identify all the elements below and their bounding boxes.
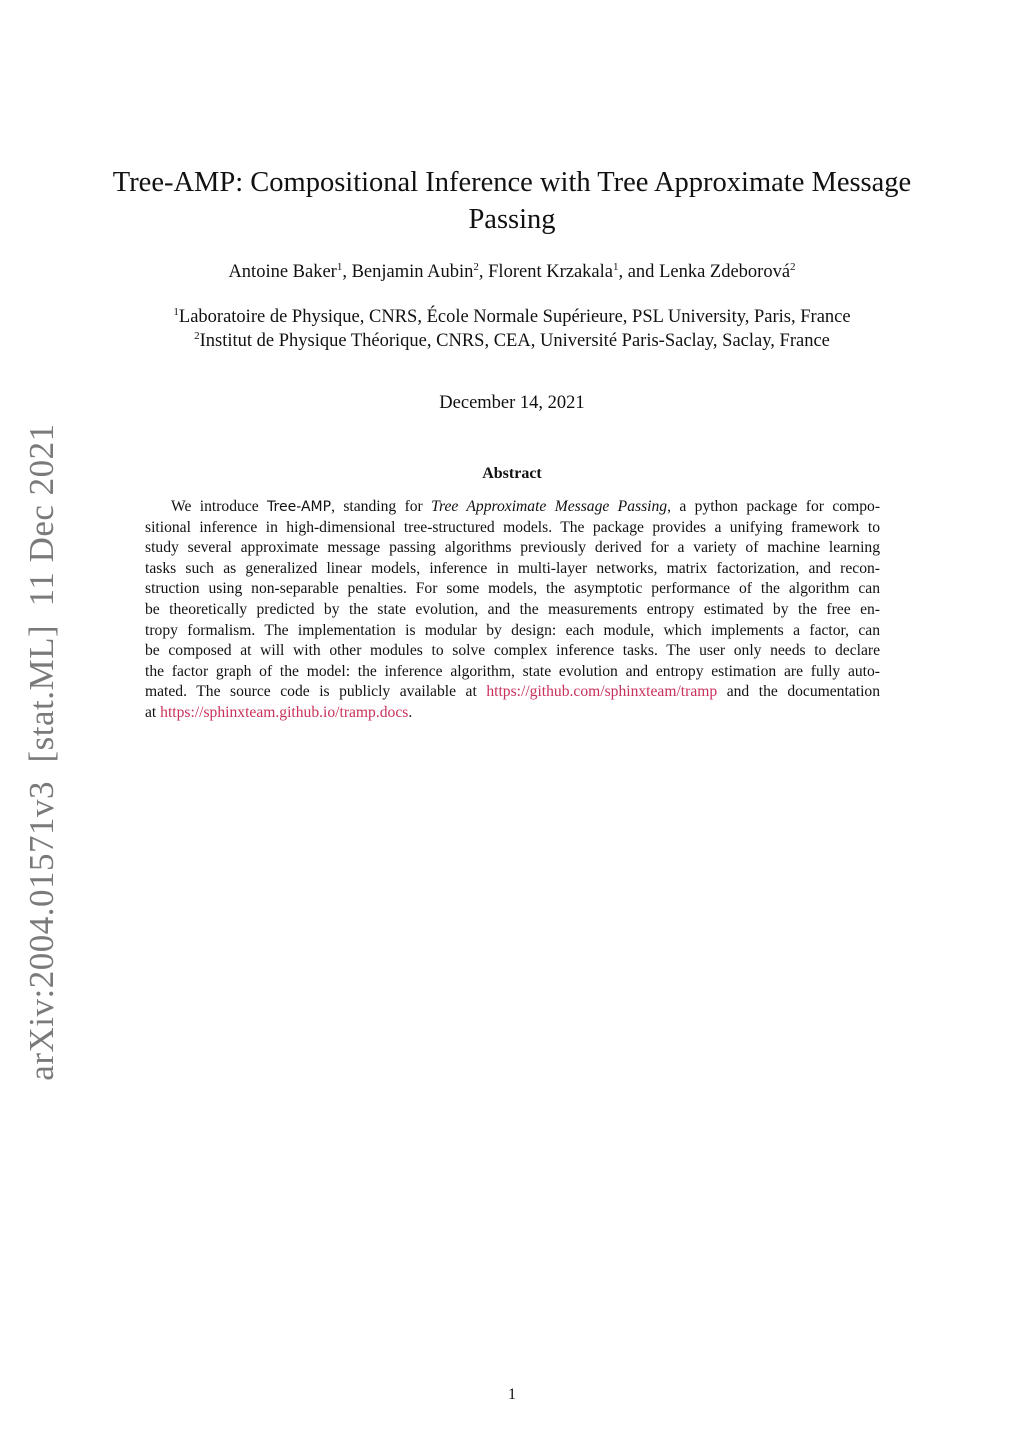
arxiv-stamp: arXiv:2004.01571v3 [stat.ML] 11 Dec 2021: [22, 423, 61, 1081]
docs-link[interactable]: https://sphinxteam.github.io/tramp.docs: [160, 703, 409, 721]
affiliation-mark: 2: [473, 261, 479, 273]
abstract-line: be composed at will with other modules to solve complex inference tasks. The user only needs to declare: [145, 642, 880, 660]
affiliation-mark: 1: [173, 306, 179, 318]
affiliation-mark: 1: [336, 261, 343, 273]
text: , standing for: [331, 498, 432, 515]
text: , a python package for compo-: [667, 498, 881, 515]
separator: , and: [618, 262, 660, 282]
abstract-line: study several approximate message passing algorithms previously derived for a variety of machine learning: [145, 539, 880, 557]
package-name: Tree-AMP: [267, 499, 332, 515]
github-link[interactable]: https://github.com/sphinxteam/tramp: [486, 683, 718, 701]
abstract-heading: Abstract: [482, 465, 542, 482]
abstract-body: [145, 497, 880, 724]
affiliation-text: Laboratoire de Physique, CNRS, École Normale Supérieure, PSL University, Paris, France: [178, 307, 851, 327]
text: We introduce: [171, 498, 268, 515]
text: mated. The source code is publicly available at: [145, 683, 487, 701]
title-line: Tree-AMP: Compositional Inference with Tree Approximate Message: [112, 167, 912, 198]
separator: ,: [478, 262, 489, 282]
title-line: Passing: [468, 204, 556, 235]
text: and the documentation: [717, 683, 880, 701]
affiliation: [0, 329, 1024, 353]
abstract-line: [145, 703, 880, 724]
affiliation-mark: 2: [194, 330, 200, 342]
abstract-line: tasks such as generalized linear models, inference in multi-layer networks, matrix factorization, and recon-: [145, 559, 880, 577]
author-name: Florent Krzakala: [488, 262, 613, 282]
page-number: 1: [508, 1386, 516, 1403]
abstract-line: the factor graph of the model: the inference algorithm, state evolution and entropy estimation are fully auto-: [145, 662, 880, 680]
affiliation-text: Institut de Physique Théorique, CNRS, CEA, Université Paris-Saclay, Saclay, France: [199, 331, 830, 351]
affiliation: [0, 305, 1024, 329]
abstract-line: [145, 497, 880, 518]
abstract-line: [145, 682, 880, 703]
separator: ,: [342, 262, 352, 282]
abstract-line: tropy formalism. The implementation is modular by design: each module, which implements a factor, can: [145, 621, 880, 639]
author-name: Benjamin Aubin: [351, 262, 474, 282]
abstract-line: sitional inference in high-dimensional tree-structured models. The package provides a unifying framework to: [145, 518, 880, 536]
author-list: [0, 262, 1024, 283]
text: .: [408, 703, 413, 721]
affiliation-mark: 1: [612, 261, 619, 273]
abstract-line: be theoretically predicted by the state evolution, and the measurements entropy estimated by the free en-: [145, 600, 880, 618]
paper-title: [0, 164, 1024, 238]
affiliation-mark: 2: [790, 261, 796, 273]
author-name: Antoine Baker: [228, 262, 337, 282]
abstract-line: struction using non-separable penalties. For some models, the asymptotic performance of the algorithm can: [145, 580, 880, 598]
emphasis: Tree Approximate Message Passing: [431, 498, 668, 515]
date: December 14, 2021: [439, 393, 585, 413]
text: at: [145, 703, 161, 721]
author-name: Lenka Zdeborová: [659, 262, 791, 282]
affiliations: [0, 305, 1024, 353]
